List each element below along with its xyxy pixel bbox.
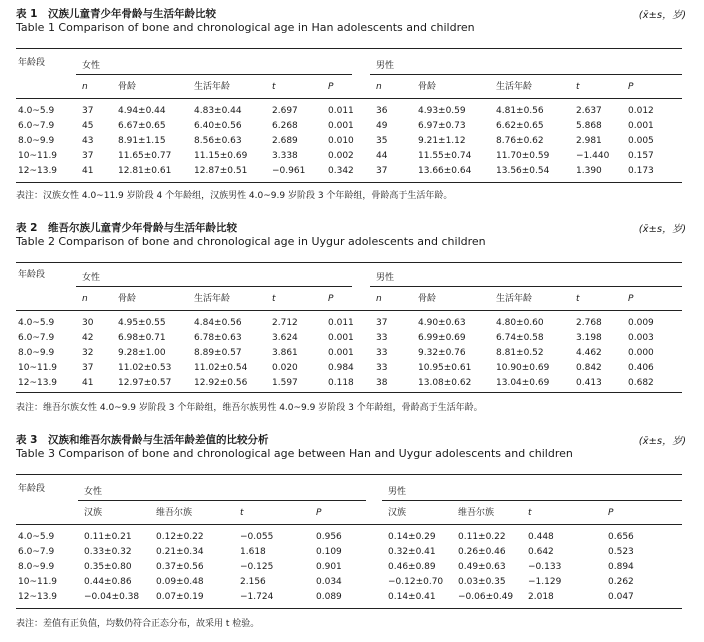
male-span-rule	[370, 286, 682, 287]
table-cell: 8.76±0.62	[496, 136, 544, 146]
female-span-rule	[76, 286, 352, 287]
table-cell: 0.012	[628, 106, 654, 116]
table-cell: 0.001	[328, 348, 354, 358]
table-cell: 0.682	[628, 378, 654, 388]
table-cell: 4.83±0.44	[194, 106, 242, 116]
table-cell: 0.26±0.46	[458, 547, 506, 557]
table-cell: 8.81±0.52	[496, 348, 544, 358]
age-group-cell: 10~11.9	[18, 363, 58, 373]
table-cell: 6.67±0.65	[118, 121, 166, 131]
column-header: t	[576, 294, 580, 304]
table-cell: 0.07±0.19	[156, 592, 204, 602]
table-cell: −0.04±0.38	[84, 592, 140, 602]
column-header: n	[82, 82, 88, 92]
column-header: n	[376, 82, 382, 92]
table-cell: 37	[82, 363, 94, 373]
table-cell: 0.656	[608, 532, 634, 542]
age-group-cell: 8.0~9.9	[18, 562, 55, 572]
table-cell: 32	[82, 348, 94, 358]
table-cell: 0.011	[328, 318, 354, 328]
table-cell: 0.002	[328, 151, 354, 161]
table-cell: 37	[376, 318, 388, 328]
table-cell: 35	[376, 136, 388, 146]
age-group-cell: 6.0~7.9	[18, 547, 55, 557]
table-cell: 33	[376, 333, 388, 343]
table-cell: 0.894	[608, 562, 634, 572]
column-header: P	[316, 508, 322, 518]
table-cell: 0.523	[608, 547, 634, 557]
table-cell: 49	[376, 121, 388, 131]
table-cell: 2.156	[240, 577, 266, 587]
table-cell: 45	[82, 121, 94, 131]
table-caption-zh: 表 1 汉族儿童青少年骨龄与生活年龄比较	[16, 8, 216, 20]
table-cell: 0.642	[528, 547, 554, 557]
table-cell: 0.005	[628, 136, 654, 146]
age-group-cell: 6.0~7.9	[18, 121, 55, 131]
table-cell: −0.055	[240, 532, 274, 542]
table-cell: −0.961	[272, 166, 306, 176]
column-header: 汉族	[388, 508, 407, 518]
table-cell: 0.09±0.48	[156, 577, 204, 587]
age-group-cell: 4.0~5.9	[18, 318, 55, 328]
column-header: t	[272, 82, 276, 92]
table-cell: 4.462	[576, 348, 602, 358]
table-cell: 3.624	[272, 333, 298, 343]
column-header: 生活年龄	[194, 294, 231, 304]
table-cell: 0.14±0.41	[388, 592, 436, 602]
table-cell: 0.11±0.22	[458, 532, 506, 542]
table-cell: 41	[82, 166, 94, 176]
bottom-rule	[16, 392, 682, 393]
table-cell: 37	[376, 166, 388, 176]
header-rule	[16, 310, 682, 311]
table-cell: 0.034	[316, 577, 342, 587]
table-cell: 11.70±0.59	[496, 151, 550, 161]
table-cell: 12.92±0.56	[194, 378, 248, 388]
table-cell: 6.99±0.69	[418, 333, 466, 343]
table-cell: 0.118	[328, 378, 354, 388]
column-header: 骨龄	[418, 82, 437, 92]
table-cell: 4.81±0.56	[496, 106, 544, 116]
table-cell: −1.129	[528, 577, 562, 587]
male-group-label: 男性	[376, 61, 395, 71]
table-caption-en: Table 2 Comparison of bone and chronological age in Uygur adolescents and children	[16, 235, 486, 248]
table-cell: 13.04±0.69	[496, 378, 550, 388]
table-caption-zh: 表 3 汉族和维吾尔族骨龄与生活年龄差值的比较分析	[16, 434, 269, 446]
table-cell: −1.440	[576, 151, 610, 161]
table-cell: 13.08±0.62	[418, 378, 472, 388]
table-cell: 3.338	[272, 151, 298, 161]
column-header: t	[576, 82, 580, 92]
table-cell: 0.001	[328, 121, 354, 131]
column-header: t	[272, 294, 276, 304]
age-group-cell: 12~13.9	[18, 592, 58, 602]
table-cell: 4.95±0.55	[118, 318, 166, 328]
table-cell: 0.956	[316, 532, 342, 542]
table-cell: 33	[376, 348, 388, 358]
table-cell: 0.009	[628, 318, 654, 328]
table-cell: 10.95±0.61	[418, 363, 472, 373]
table-cell: 6.97±0.73	[418, 121, 466, 131]
table-cell: −0.06±0.49	[458, 592, 514, 602]
column-header: 生活年龄	[496, 294, 533, 304]
column-header: P	[328, 294, 334, 304]
bottom-rule	[16, 182, 682, 183]
table-cell: 2.697	[272, 106, 298, 116]
table-cell: 13.56±0.54	[496, 166, 550, 176]
male-span-rule	[370, 74, 682, 75]
table-caption-en: Table 3 Comparison of bone and chronological age between Han and Uygur adolescents and children	[16, 447, 573, 460]
bottom-rule	[16, 608, 682, 609]
table-cell: 0.37±0.56	[156, 562, 204, 572]
table-cell: 4.93±0.59	[418, 106, 466, 116]
table-cell: 0.406	[628, 363, 654, 373]
table-cell: 0.33±0.32	[84, 547, 132, 557]
table-cell: 42	[82, 333, 94, 343]
table-cell: 4.90±0.63	[418, 318, 466, 328]
table-cell: 0.413	[576, 378, 602, 388]
column-header: 汉族	[84, 508, 103, 518]
table-cell: 0.49±0.63	[458, 562, 506, 572]
table-cell: 0.448	[528, 532, 554, 542]
table-cell: 0.262	[608, 577, 634, 587]
top-rule	[16, 262, 682, 263]
table-cell: 0.020	[272, 363, 298, 373]
table-cell: 2.768	[576, 318, 602, 328]
table-cell: 0.011	[328, 106, 354, 116]
column-header: t	[240, 508, 244, 518]
table-cell: 33	[376, 363, 388, 373]
table-cell: 0.842	[576, 363, 602, 373]
column-header: t	[528, 508, 532, 518]
table-cell: 2.018	[528, 592, 554, 602]
table-cell: −0.12±0.70	[388, 577, 444, 587]
age-group-cell: 10~11.9	[18, 577, 58, 587]
table-cell: 11.55±0.74	[418, 151, 472, 161]
table-cell: 0.010	[328, 136, 354, 146]
age-group-header: 年龄段	[18, 270, 46, 280]
male-group-label: 男性	[388, 487, 407, 497]
age-group-cell: 6.0~7.9	[18, 333, 55, 343]
column-header: P	[608, 508, 614, 518]
table-cell: 30	[82, 318, 94, 328]
male-span-rule	[382, 500, 682, 501]
age-group-cell: 12~13.9	[18, 378, 58, 388]
table-cell: 0.003	[628, 333, 654, 343]
table-cell: 44	[376, 151, 388, 161]
table-cell: 2.981	[576, 136, 602, 146]
table-cell: 38	[376, 378, 388, 388]
column-header: 骨龄	[118, 82, 137, 92]
table-caption-en: Table 1 Comparison of bone and chronological age in Han adolescents and children	[16, 21, 475, 34]
table-cell: 11.02±0.54	[194, 363, 248, 373]
age-group-cell: 8.0~9.9	[18, 348, 55, 358]
table-cell: 37	[82, 106, 94, 116]
table-note: 表注：维吾尔族女性 4.0~9.9 岁阶段 3 个年龄组，维吾尔族男性 4.0~9.9 岁阶段 3 个年龄组，骨龄高于生活年龄。	[16, 403, 483, 413]
column-header: P	[628, 82, 634, 92]
column-header: 生活年龄	[194, 82, 231, 92]
table-cell: 12.97±0.57	[118, 378, 172, 388]
table-note: 表注：差值有正负值，均数仍符合正态分布，故采用 t 检验。	[16, 619, 260, 629]
table-cell: 0.35±0.80	[84, 562, 132, 572]
table-cell: 11.02±0.53	[118, 363, 172, 373]
table-cell: 0.001	[628, 121, 654, 131]
female-group-label: 女性	[82, 273, 101, 283]
table-cell: 6.268	[272, 121, 298, 131]
table-cell: 0.21±0.34	[156, 547, 204, 557]
table-cell: 6.98±0.71	[118, 333, 166, 343]
table-cell: 0.32±0.41	[388, 547, 436, 557]
table-cell: 0.109	[316, 547, 342, 557]
table-cell: 0.157	[628, 151, 654, 161]
top-rule	[16, 48, 682, 49]
table-cell: 13.66±0.64	[418, 166, 472, 176]
table-cell: 3.198	[576, 333, 602, 343]
table-cell: 37	[82, 151, 94, 161]
table-cell: 9.28±1.00	[118, 348, 166, 358]
table-cell: 0.901	[316, 562, 342, 572]
header-rule	[16, 524, 682, 525]
male-group-label: 男性	[376, 273, 395, 283]
table-cell: 4.94±0.44	[118, 106, 166, 116]
age-group-header: 年龄段	[18, 58, 46, 68]
table-cell: 6.62±0.65	[496, 121, 544, 131]
table-cell: 2.689	[272, 136, 298, 146]
table-cell: −0.125	[240, 562, 274, 572]
table-cell: 1.390	[576, 166, 602, 176]
table-cell: 11.65±0.77	[118, 151, 172, 161]
table-cell: −0.133	[528, 562, 562, 572]
female-group-label: 女性	[84, 487, 103, 497]
table-cell: 1.597	[272, 378, 298, 388]
table-caption-zh: 表 2 维吾尔族儿童青少年骨龄与生活年龄比较	[16, 222, 237, 234]
table-cell: 0.047	[608, 592, 634, 602]
table-cell: 41	[82, 378, 94, 388]
column-header: 骨龄	[418, 294, 437, 304]
column-header: 骨龄	[118, 294, 137, 304]
top-rule	[16, 474, 682, 475]
table-cell: 43	[82, 136, 94, 146]
table-cell: 0.173	[628, 166, 654, 176]
column-header: 维吾尔族	[156, 508, 193, 518]
age-group-cell: 10~11.9	[18, 151, 58, 161]
column-header: P	[328, 82, 334, 92]
column-header: 生活年龄	[496, 82, 533, 92]
table-cell: 0.089	[316, 592, 342, 602]
table-cell: 36	[376, 106, 388, 116]
table-cell: −1.724	[240, 592, 274, 602]
age-group-cell: 4.0~5.9	[18, 106, 55, 116]
table-unit: (x̄±s，岁)	[638, 436, 686, 447]
table-cell: 6.40±0.56	[194, 121, 242, 131]
table-note: 表注：汉族女性 4.0~11.9 岁阶段 4 个年龄组，汉族男性 4.0~9.9 岁阶段 3 个年龄组，骨龄高于生活年龄。	[16, 191, 453, 201]
table-cell: 8.89±0.57	[194, 348, 242, 358]
table-unit: (x̄±s，岁)	[638, 10, 686, 21]
table-cell: 12.81±0.61	[118, 166, 172, 176]
column-header: P	[628, 294, 634, 304]
table-cell: 8.56±0.63	[194, 136, 242, 146]
column-header: n	[82, 294, 88, 304]
table-cell: 4.84±0.56	[194, 318, 242, 328]
female-span-rule	[76, 74, 352, 75]
table-cell: 0.12±0.22	[156, 532, 204, 542]
table-cell: 6.74±0.58	[496, 333, 544, 343]
table-cell: 8.91±1.15	[118, 136, 166, 146]
table-cell: 1.618	[240, 547, 266, 557]
age-group-cell: 8.0~9.9	[18, 136, 55, 146]
table-cell: 9.32±0.76	[418, 348, 466, 358]
table-cell: 0.14±0.29	[388, 532, 436, 542]
column-header: 维吾尔族	[458, 508, 495, 518]
table-cell: 2.637	[576, 106, 602, 116]
table-cell: 10.90±0.69	[496, 363, 550, 373]
table-cell: 0.984	[328, 363, 354, 373]
table-cell: 6.78±0.63	[194, 333, 242, 343]
table-cell: 0.11±0.21	[84, 532, 132, 542]
table-cell: 0.000	[628, 348, 654, 358]
table-cell: 0.44±0.86	[84, 577, 132, 587]
female-span-rule	[78, 500, 366, 501]
table-cell: 0.03±0.35	[458, 577, 506, 587]
header-rule	[16, 98, 682, 99]
table-cell: 9.21±1.12	[418, 136, 466, 146]
age-group-cell: 4.0~5.9	[18, 532, 55, 542]
table-cell: 12.87±0.51	[194, 166, 248, 176]
table-cell: 0.46±0.89	[388, 562, 436, 572]
table-unit: (x̄±s，岁)	[638, 224, 686, 235]
table-cell: 2.712	[272, 318, 298, 328]
table-cell: 0.342	[328, 166, 354, 176]
age-group-cell: 12~13.9	[18, 166, 58, 176]
table-cell: 5.868	[576, 121, 602, 131]
table-cell: 0.001	[328, 333, 354, 343]
table-cell: 4.80±0.60	[496, 318, 544, 328]
table-cell: 11.15±0.69	[194, 151, 248, 161]
female-group-label: 女性	[82, 61, 101, 71]
table-cell: 3.861	[272, 348, 298, 358]
age-group-header: 年龄段	[18, 484, 46, 494]
column-header: n	[376, 294, 382, 304]
